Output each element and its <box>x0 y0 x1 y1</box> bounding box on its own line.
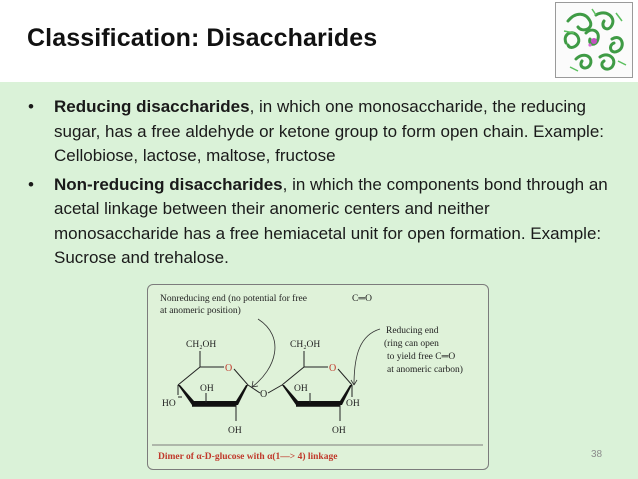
bullet-text: , in which one monosaccharide, the reducing sugar, has a free aldehyde or ketone group to form open chain. Example: Cellobiose, lactose, maltose, fructose <box>54 97 605 165</box>
bullet-nonreducing <box>28 173 618 271</box>
oh-right-c1: OH <box>346 399 360 409</box>
oh-right-c2: OH <box>332 426 346 436</box>
protein-ribbon-image <box>556 3 632 77</box>
nonreducing-pointer <box>252 319 275 387</box>
figure-caption: Dimer of α-D-glucose with α(1—> 4) linkage <box>158 452 338 462</box>
protein-structure-thumbnail <box>555 2 633 78</box>
reducing-label-3: to yield free C═O <box>387 352 456 362</box>
reducing-label-4: at anomeric carbon) <box>387 365 463 375</box>
nonreducing-label-1: Nonreducing end (no potential for free <box>160 294 307 304</box>
glycosidic-oxygen: O <box>260 389 268 400</box>
co-group-label: C═O <box>352 294 372 304</box>
reducing-pointer <box>354 329 380 385</box>
nonreducing-label-2: at anomeric position) <box>160 306 241 316</box>
page-number: 38 <box>591 449 603 460</box>
slide-body <box>0 82 638 479</box>
ch2oh-left: CH₂OH <box>186 340 217 350</box>
bullet-text: , in which the components bond through an acetal linkage between their anomeric centers and neither monosaccharide has a free hemiacetal unit for open formation. Example: Sucrose and trehalose. <box>54 174 608 267</box>
reducing-label-1: Reducing end <box>386 326 439 336</box>
bullet-marker: • <box>28 174 34 194</box>
title-band <box>0 0 638 82</box>
oh-left-c2: OH <box>228 426 242 436</box>
bullet-list <box>28 95 618 275</box>
slide-title: Classification: Disaccharides <box>27 24 378 52</box>
ring-oxygen-right: O <box>329 363 337 374</box>
bullet-term: Non-reducing disaccharides <box>54 174 283 194</box>
bullet-reducing <box>28 95 618 169</box>
oh-left-c3: OH <box>200 384 214 394</box>
oh-right-c3: OH <box>294 384 308 394</box>
maltose-structure <box>148 285 487 468</box>
bullet-term: Reducing disaccharides <box>54 97 250 116</box>
disaccharide-figure <box>147 284 489 470</box>
reducing-label-2: (ring can open <box>384 339 439 349</box>
ring-oxygen-left: O <box>225 363 233 374</box>
bullet-marker: • <box>28 97 34 116</box>
ho-label: HO <box>162 399 176 409</box>
ch2oh-right: CH₂OH <box>290 340 321 350</box>
